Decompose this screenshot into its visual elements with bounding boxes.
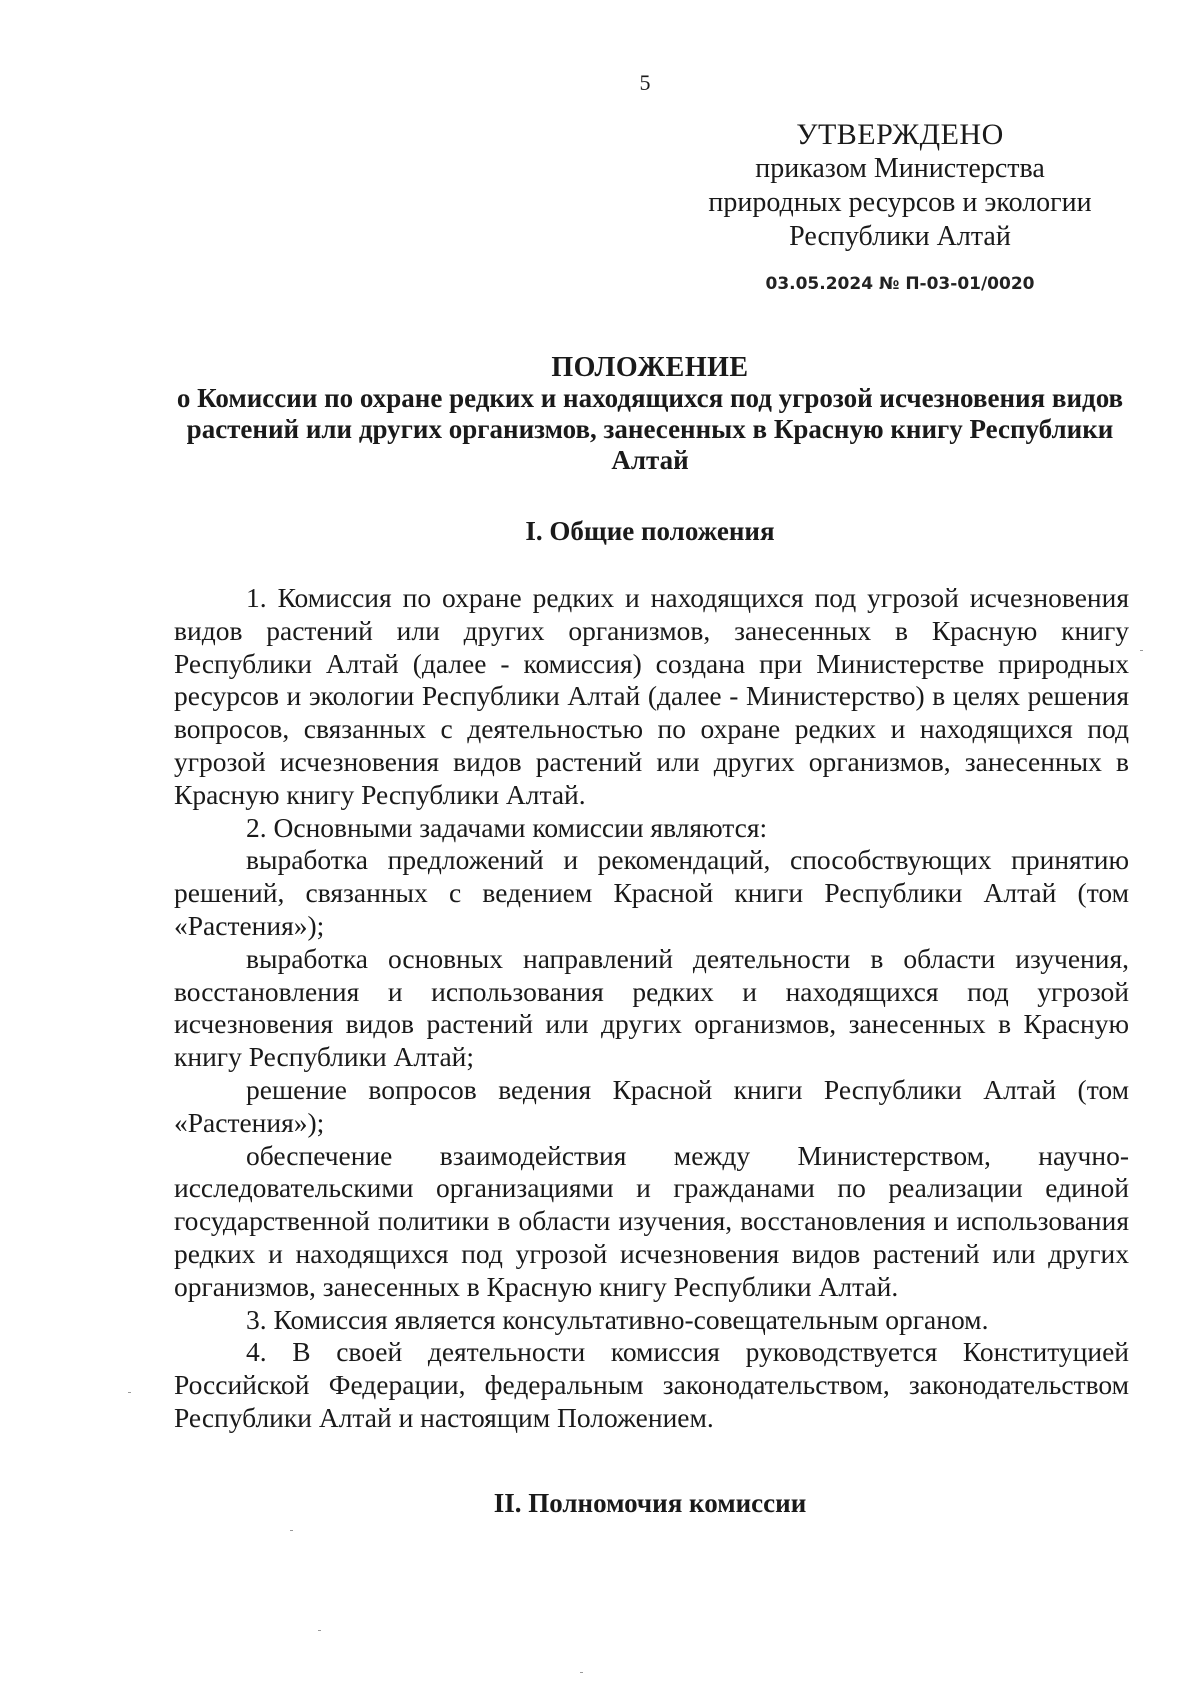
- document-title: [175, 352, 1125, 476]
- paragraph-2: 2. Основными задачами комиссии являются:: [246, 811, 768, 843]
- section-body-general: [174, 582, 1129, 1435]
- scan-artifact: [290, 1530, 293, 1531]
- paragraph-2-task-3: решение вопросов ведения Красной книги Республики Алтай (том «Растения»);: [174, 1073, 1129, 1138]
- paragraph-2-task-2: выработка основных направлений деятельности в области изучения, восстановления и использования редких и находящихся под угрозой исчезновения видов растений или других организмов, занесенных в Красную книгу Республики Алтай;: [174, 942, 1129, 1073]
- document-heading: ПОЛОЖЕНИЕ: [551, 352, 749, 383]
- approval-stamp-title: УТВЕРЖДЕНО: [796, 118, 1004, 151]
- scan-artifact: [128, 1392, 131, 1393]
- scan-artifact: [580, 1672, 583, 1673]
- section-heading-general: I. Общие положения: [525, 516, 775, 546]
- paragraph-2-task-1: выработка предложений и рекомендаций, способствующих принятию решений, связанных с ведением Красной книги Республики Алтай (том «Растения»);: [174, 844, 1129, 941]
- approval-line-1: приказом Министерства: [755, 153, 1045, 184]
- paragraph-2-task-4: обеспечение взаимодействия между Министерством, научно-исследовательскими организациями и гражданами по реализации единой государственной политики в области изучения, восстановления и использования редких и находящихся под угрозой исчезновения видов растений или других организмов, занесенных в Красную книгу Республики Алтай.: [174, 1139, 1129, 1302]
- document-subtitle: о Комиссии по охране редких и находящихся под угрозой исчезновения видов растений или других организмов, занесенных в Красную книгу Республики Алтай: [176, 383, 1124, 475]
- order-reference: 03.05.2024 № П-03-01/0020: [765, 274, 1035, 294]
- scan-artifact: [318, 1630, 321, 1631]
- approval-block: [700, 118, 1100, 296]
- approval-line-3: Республики Алтай: [789, 221, 1011, 252]
- scan-artifact: [1140, 650, 1143, 651]
- paragraph-1: 1. Комиссия по охране редких и находящихся под угрозой исчезновения видов растений или других организмов, занесенных в Красную книгу Республики Алтай (далее - комиссия) создана при Министерстве природных ресурсов и экологии Республики Алтай (далее - Министерство) в целях решения вопросов, связанных с деятельностью по охране редких и находящихся под угрозой исчезновения видов растений или других организмов, занесенных в Красную книгу Республики Алтай.: [174, 582, 1129, 810]
- paragraph-3: 3. Комиссия является консультативно-совещательным органом.: [246, 1303, 989, 1335]
- page-number: 5: [639, 70, 651, 95]
- section-heading-powers: II. Полномочия комиссии: [493, 1488, 807, 1518]
- paragraph-4: 4. В своей деятельности комиссия руководствуется Конституцией Российской Федерации, федеральным законодательством, законодательством Республики Алтай и настоящим Положением.: [174, 1336, 1129, 1433]
- approval-line-2: природных ресурсов и экологии: [708, 187, 1092, 218]
